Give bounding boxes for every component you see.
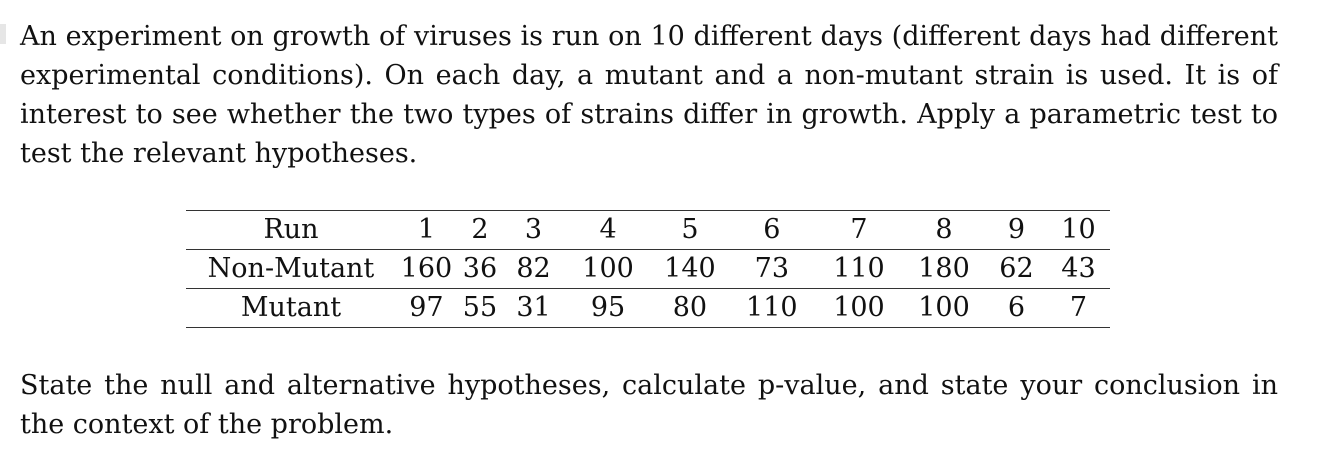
run-cell-6: 6: [728, 211, 816, 250]
run-cell-8: 8: [902, 211, 986, 250]
table-row-mutant: [186, 289, 1110, 328]
growth-data-table: [186, 210, 1110, 328]
row-label-mutant: Mutant: [186, 289, 396, 328]
run-cell-5: 5: [652, 211, 728, 250]
non-mutant-cell-1: 160: [400, 253, 453, 284]
row-label-run: Run: [186, 211, 396, 250]
mutant-cell-5: 80: [652, 289, 728, 328]
non-mutant-cell-9: 62: [999, 253, 1034, 284]
row-label-non-mutant: Non-Mutant: [207, 253, 375, 284]
run-cell-9: 9: [986, 211, 1047, 250]
table-row-run: [186, 211, 1110, 250]
problem-statement: An experiment on growth of viruses is run on 10 different days (different days had different experimental conditions). On each day, a mutant and a non-mutant strain is used. It is of interest to see whether the two types of strains differ in growth. Apply a parametric test to test the relevant hypotheses.: [20, 21, 1278, 169]
non-mutant-cell-7: 110: [833, 253, 885, 284]
non-mutant-cell-8: 180: [918, 253, 970, 284]
non-mutant-cell-10: 43: [1061, 253, 1096, 284]
mutant-cell-2: 55: [457, 289, 503, 328]
run-cell-2: 2: [457, 211, 503, 250]
mutant-cell-9: 6: [986, 289, 1047, 328]
mutant-cell-6: 110: [728, 289, 816, 328]
margin-marker: [0, 24, 6, 44]
mutant-cell-1: 97: [396, 289, 457, 328]
mutant-cell-10: 7: [1047, 289, 1110, 328]
non-mutant-cell-2: 36: [462, 253, 498, 284]
run-cell-10: 10: [1047, 211, 1110, 250]
non-mutant-cell-6: 73: [754, 253, 789, 284]
non-mutant-cell-5: 140: [664, 253, 716, 284]
mutant-cell-4: 95: [564, 289, 652, 328]
run-cell-4: 4: [564, 211, 652, 250]
table-row-non-mutant: [186, 250, 1110, 289]
non-mutant-cell-3: 82: [516, 253, 551, 284]
task-instructions: State the null and alternative hypotheses, calculate p-value, and state your conclusion in the context of the problem.: [20, 370, 1278, 440]
run-cell-1: 1: [396, 211, 457, 250]
mutant-cell-7: 100: [816, 289, 902, 328]
mutant-cell-8: 100: [902, 289, 986, 328]
mutant-cell-3: 31: [503, 289, 564, 328]
run-cell-7: 7: [816, 211, 902, 250]
run-cell-3: 3: [503, 211, 564, 250]
non-mutant-cell-4: 100: [582, 253, 634, 284]
